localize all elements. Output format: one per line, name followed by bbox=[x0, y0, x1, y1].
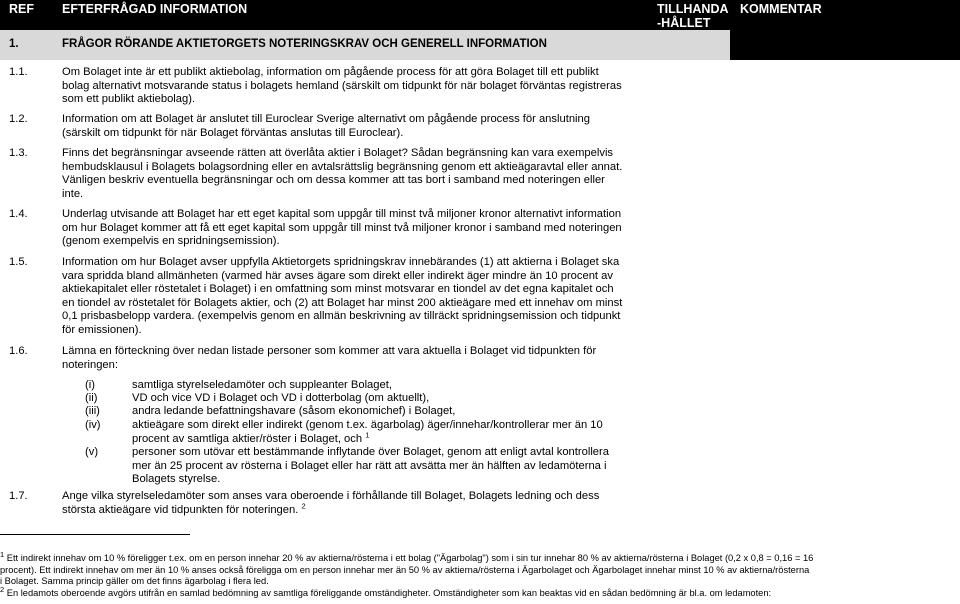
list-number: (iii) bbox=[85, 405, 100, 417]
item-text bbox=[62, 256, 732, 337]
text-line: mer än 25 procent av rösterna i Bolaget eller har rätt att avsätta mer än hälften av ledamöterna i bbox=[132, 459, 607, 472]
item-text bbox=[62, 113, 732, 140]
list-number: (v) bbox=[85, 446, 99, 458]
list-text bbox=[132, 405, 672, 419]
item-number: 1.1. bbox=[9, 66, 28, 78]
text-line: hembudsklausul i Bolagets bolagsordning eller en avtalsrättslig begränsning genom ett aktieägaravtal eller annat. bbox=[62, 160, 623, 173]
item-text bbox=[62, 208, 732, 249]
text-line: Underlag utvisande att Bolaget har ett eget kapital som uppgår till minst två miljoner kronor alternativt information bbox=[62, 208, 622, 220]
text-line: Information om hur Bolaget avser uppfylla Aktietorgets spridningskrav innebärandes (1) att aktierna i Bolaget ska bbox=[62, 256, 620, 268]
list-text bbox=[132, 379, 672, 393]
footnote bbox=[0, 584, 958, 600]
text-line: personer som utövar ett bestämmande inflytande över Bolaget, genom att enligt avtal kontrollera bbox=[132, 446, 609, 458]
footnote-line: En ledamots oberoende avgörs utifrån en samlad bedömning av samtliga föreliggande omständigheter. Omständigheter som kan beaktas vid en sådan bedömning är bl.a. om ledamoten: bbox=[4, 588, 772, 598]
text-line: Vänligen beskriv eventuella begränsningar och om dessa kommer att tas bort i samband med noteringen eller bbox=[62, 174, 605, 186]
text-line: procent av samtliga aktier/röster i Bolaget, och bbox=[132, 432, 363, 445]
text-line: andra ledande befattningshavare (såsom ekonomichef) i Bolaget, bbox=[132, 405, 456, 417]
footnote-line: procent). Ett indirekt innehav om mer än 10 % anses också föreligga om en person innehar mer än 50 % av aktierna/rösterna i Ägarbolaget och Ägarbolaget innehar minst 10 % av aktierna/rösterna bbox=[0, 564, 810, 575]
list-text bbox=[132, 446, 672, 487]
list-number: (ii) bbox=[85, 392, 98, 404]
text-line: (särskilt om tidpunkt för när Bolaget förväntas anslutas till Euroclear). bbox=[62, 126, 404, 139]
header-info: EFTERFRÅGAD INFORMATION bbox=[62, 2, 248, 16]
text-line: samtliga styrelseledamöter och suppleanter Bolaget, bbox=[132, 379, 392, 391]
text-line: noteringen: bbox=[62, 358, 118, 371]
item-text bbox=[62, 490, 732, 517]
text-line: Om Bolaget inte är ett publikt aktiebolag, information om pågående process för att göra Bolaget till ett publikt bbox=[62, 66, 599, 78]
text-line: (genom exempelvis en spridningsemission). bbox=[62, 235, 280, 247]
list-text bbox=[132, 419, 672, 446]
item-text bbox=[62, 345, 732, 372]
header-row-dark-extension bbox=[730, 30, 960, 60]
footnote-ref: 2 bbox=[301, 500, 306, 510]
header-provided-line1: TILLHANDA bbox=[657, 2, 729, 16]
header-provided-line2: -HÅLLET bbox=[657, 16, 711, 30]
header-ref: REF bbox=[9, 2, 34, 16]
footnote-line: i Bolaget. Samma princip gäller om det finns ägarbolag i flera led. bbox=[0, 576, 269, 586]
table-header bbox=[0, 0, 960, 60]
text-line: Finns det begränsningar avseende rätten att överlåta aktier i Bolaget? Sådan begränsning kan vara exempelvis bbox=[62, 147, 614, 159]
footnote-ref: 1 bbox=[365, 429, 370, 439]
text-line: Bolagets styrelse. bbox=[132, 473, 221, 485]
text-line: aktieägare som direkt eller indirekt (genom t.ex. ägarbolag) äger/innehar/kontrollerar mer än 10 bbox=[132, 419, 603, 431]
item-text bbox=[62, 66, 732, 107]
text-line: om hur Bolaget kommer att få ett eget kapital som uppgår till minst två miljoner kronor i samband med noteringen bbox=[62, 221, 622, 234]
item-number: 1.4. bbox=[9, 208, 28, 220]
text-line: 0,1 prisbasbelopp vardera. (exempelvis genom en allmän beskrivning av tillräckt spridningsemission och tidpunkt bbox=[62, 310, 621, 322]
text-line: som ett publikt aktiebolag). bbox=[62, 93, 196, 105]
text-line: största aktieägare vid tidpunkten för noteringen. bbox=[62, 503, 299, 516]
text-line: Information om att Bolaget är anslutet till Euroclear Sverige alternativt om pågående process för anslutning bbox=[62, 113, 590, 125]
text-line: Lämna en förteckning över nedan listade personer som kommer att vara aktuella i Bolaget vid tidpunkten för bbox=[62, 345, 597, 357]
footnote-line: Ett indirekt innehav om 10 % föreligger t.ex. om en person innehar 20 % av aktierna/rösterna i ett bolag ("Ägarbolag") som i sin tur innehar 80 % av aktierna/rösterna i Bolaget (0,2 x 0,8 = 0,16 = 16 bbox=[4, 553, 814, 563]
item-number: 1.2. bbox=[9, 113, 28, 125]
list-text bbox=[132, 392, 672, 406]
item-text bbox=[62, 147, 732, 201]
footnote-mark: 2 bbox=[0, 584, 5, 594]
text-line: bolag alternativt motsvarande status i bolagets hemland (särskilt om tidpunkt för när bolaget förväntas registreras bbox=[62, 79, 622, 92]
section-title: FRÅGOR RÖRANDE AKTIETORGETS NOTERINGSKRAV OCH GENERELL INFORMATION bbox=[62, 38, 547, 50]
header-comment: KOMMENTAR bbox=[740, 2, 822, 16]
footnote-divider bbox=[0, 534, 190, 535]
item-number: 1.7. bbox=[9, 490, 28, 502]
text-line: en tiondel av röstetalet för Bolagets aktier, och (2) att Bolaget har minst 200 aktieägare med ett innehav om minst bbox=[62, 296, 623, 309]
text-line: vara spridda bland allmänheten (varmed här avses ägare som direkt eller indirekt äger mindre än 10 procent av bbox=[62, 269, 613, 282]
text-line: aktiekapitalet eller röstetalet i Bolaget) i en omfattning som minst motsvarar en tiondel av det egna kapitalet och bbox=[62, 283, 614, 295]
list-number: (i) bbox=[85, 379, 95, 391]
text-line: inte. bbox=[62, 187, 84, 200]
footnote-mark: 1 bbox=[0, 549, 5, 559]
text-line: för emissionen). bbox=[62, 323, 142, 336]
item-number: 1.5. bbox=[9, 256, 28, 268]
section-number: 1. bbox=[9, 38, 19, 50]
footnote bbox=[0, 549, 958, 588]
list-number: (iv) bbox=[85, 419, 101, 431]
item-number: 1.6. bbox=[9, 345, 28, 357]
text-line: VD och vice VD i Bolaget och VD i dotterbolag (om aktuellt), bbox=[132, 392, 430, 404]
item-number: 1.3. bbox=[9, 147, 28, 159]
text-line: Ange vilka styrelseledamöter som anses vara oberoende i förhållande till Bolaget, Bolagets ledning och dess bbox=[62, 490, 600, 502]
